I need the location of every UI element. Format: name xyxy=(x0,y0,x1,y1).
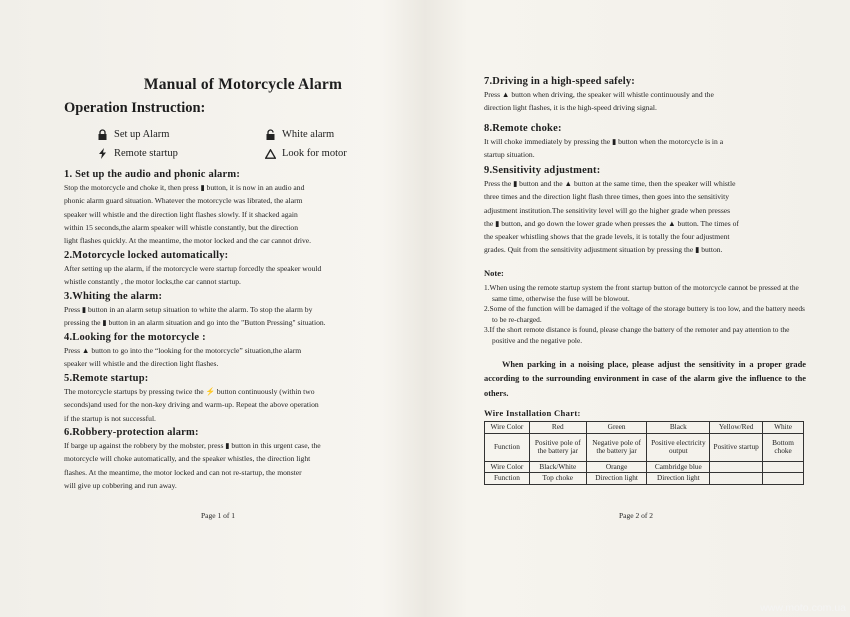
section-heading: 5.Remote startup: xyxy=(64,373,149,384)
left-page xyxy=(56,0,381,600)
section-line: light flashes quickly. At the meantime, the motor locked and the car cannot drive. xyxy=(64,236,312,246)
legend-remote xyxy=(96,148,264,160)
section-2 xyxy=(64,249,382,289)
table-cell: Bottom choke xyxy=(763,433,804,461)
section-line: speaker will whistle and the direction light flashes. xyxy=(64,359,219,369)
wire-chart-title: Wire Installation Chart: xyxy=(484,408,581,418)
table-cell: White xyxy=(763,422,804,434)
section-heading: 1. Set up the audio and phonic alarm: xyxy=(64,169,241,180)
table-cell: Negative pole of the battery jar xyxy=(586,433,647,461)
section-7 xyxy=(484,75,806,115)
section-line: the ▮ button, and go down the lower grade when presses the ▲ button. The times of xyxy=(484,218,739,228)
section-line: It will choke immediately by pressing the ▮ button when the motorcycle is in a xyxy=(484,137,724,146)
section-line: pressing the ▮ button in an alarm situation and go into the "Button Pressing" situation. xyxy=(64,318,326,328)
legend-setup xyxy=(96,129,264,141)
table-cell: Direction light xyxy=(647,473,710,485)
section-heading: 2.Motorcycle locked automatically: xyxy=(64,250,229,261)
table-cell xyxy=(710,473,763,485)
section-line: direction light flashes, it is the high-speed driving signal. xyxy=(484,103,657,113)
section-line: Press ▲ button to go into the “looking for the motorcycle” situation,the alarm xyxy=(64,346,302,355)
lock-icon xyxy=(96,129,108,141)
section-line: After setting up the alarm, if the motorcycle were startup forcedly the speaker would xyxy=(64,264,322,273)
section-line: If barge up against the robbery by the mobster, press ▮ button in this urgent case, the xyxy=(64,441,321,450)
site-watermark: www.moto.com.ua xyxy=(760,602,846,614)
section-line: Press ▮ button in an alarm setup situation to white the alarm. To stop the alarm by xyxy=(64,305,313,314)
table-row xyxy=(485,433,804,461)
table-cell: Green xyxy=(586,422,647,434)
right-page xyxy=(484,0,804,600)
table-cell: Positive electricity output xyxy=(647,433,710,461)
section-line: startup situation. xyxy=(484,150,535,160)
section-3 xyxy=(64,290,382,330)
wire-installation-table xyxy=(484,421,804,485)
section-line: grades. Quit from the sensitivity adjustment situation by pressing the ▮ button. xyxy=(484,245,723,255)
table-cell: Top choke xyxy=(529,473,586,485)
section-line: Press the ▮ button and the ▲ button at the same time, then the speaker will whistle xyxy=(484,179,736,188)
legend-look xyxy=(264,148,384,160)
table-cell: Red xyxy=(529,422,586,434)
page-footer-right: Page 2 of 2 xyxy=(619,511,653,520)
section-heading: 9.Sensitivity adjustment: xyxy=(484,165,601,176)
section-line: within 15 seconds,the alarm speaker will whistle constantly, but the direction xyxy=(64,222,299,232)
section-heading: 6.Robbery-protection alarm: xyxy=(64,427,199,438)
table-cell: Orange xyxy=(586,461,647,473)
note-item: 3.If the short remote distance is found, please change the battery of the remoter and pay attention to the positive and the negative pole. xyxy=(484,325,790,345)
table-cell: Function xyxy=(485,473,530,485)
section-line: the speaker whistling shows that the grade levels, it is totally the four adjustment xyxy=(484,232,730,242)
triangle-icon xyxy=(264,148,276,160)
note-item: 1.When using the remote startup system the front startup button of the motorcycle cannot be pressed at the same time, otherwise the fuse will be blowout. xyxy=(484,283,799,303)
table-cell: Yellow/Red xyxy=(710,422,763,434)
section-heading: 8.Remote choke: xyxy=(484,123,562,134)
legend-remote-label: Remote startup xyxy=(114,148,178,159)
parking-notice: When parking in a noising place, please adjust the sensitivity in a proper grade according to the surrounding environment in case of the alarm give the influence to the others. xyxy=(484,360,806,398)
legend-look-label: Look for motor xyxy=(282,148,347,159)
legend-white-alarm-label: White alarm xyxy=(282,129,335,140)
note-heading: Note: xyxy=(484,268,504,278)
table-cell: Black/White xyxy=(529,461,586,473)
table-row xyxy=(485,461,804,473)
section-line: Stop the motorcycle and choke it, then press ▮ button, it is now in an audio and xyxy=(64,183,305,192)
section-line: speaker will whistle and the direction light flashes slowly. If it shacked again xyxy=(64,209,298,219)
section-line: phonic alarm guard situation. Whatever the motorcycle was librated, the alarm xyxy=(64,196,303,206)
table-cell: Positive pole of the battery jar xyxy=(529,433,586,461)
section-line: will give up cobbering and run away. xyxy=(64,480,177,490)
table-cell xyxy=(763,473,804,485)
section-line: flashes. At the meantime, the motor locked and can not re-startup, the monster xyxy=(64,467,302,477)
table-cell: Positive startup xyxy=(710,433,763,461)
note-item: 2.Some of the function will be damaged if the voltage of the storage buttery is too low, and the battery needs to be re-charged. xyxy=(484,304,805,324)
lightning-icon xyxy=(96,148,108,160)
table-cell: Black xyxy=(647,422,710,434)
button-legend xyxy=(96,125,386,163)
table-row xyxy=(485,422,804,434)
page-footer-left: Page 1 of 1 xyxy=(201,511,235,520)
section-line: seconds)and used for the non-key driving and warm-up. Repeat the above operation xyxy=(64,400,319,410)
section-line: Press ▲ button when driving, the speaker will whistle continuously and the xyxy=(484,90,714,99)
table-cell xyxy=(763,461,804,473)
section-heading: 3.Whiting the alarm: xyxy=(64,291,163,302)
table-cell xyxy=(710,461,763,473)
manual-title: Manual of Motorcycle Alarm xyxy=(143,76,343,93)
section-6 xyxy=(64,426,382,492)
section-heading: 4.Looking for the motorcycle : xyxy=(64,332,206,343)
table-cell: Cambridge blue xyxy=(647,461,710,473)
section-8 xyxy=(484,122,806,162)
section-line: The motorcycle startups by pressing twice the ⚡ button continuously (within two xyxy=(64,387,315,396)
section-heading: 7.Driving in a high-speed safely: xyxy=(484,76,635,87)
section-line: motorcycle will choke automatically, and the speaker whistles, the direction light xyxy=(64,454,311,464)
section-line: whistle constantly , the motor locks,the car cannot startup. xyxy=(64,277,241,287)
table-cell: Function xyxy=(485,433,530,461)
legend-setup-label: Set up Alarm xyxy=(114,129,170,140)
section-line: adjustment institution.The sensitivity level will go the higher grade when presses xyxy=(484,205,731,215)
table-row xyxy=(485,473,804,485)
table-cell: Wire Color xyxy=(485,422,530,434)
table-cell: Wire Color xyxy=(485,461,530,473)
notes-block xyxy=(484,268,806,346)
table-cell: Direction light xyxy=(586,473,647,485)
operation-title: Operation Instruction: xyxy=(64,100,206,116)
section-5 xyxy=(64,372,382,425)
section-line: if the startup is not successful. xyxy=(64,413,156,423)
section-line: three times and the direction light flash three times, then goes into the sensitivity xyxy=(484,192,730,202)
section-9 xyxy=(484,164,806,257)
section-1 xyxy=(64,168,382,247)
unlock-icon xyxy=(264,129,276,141)
legend-white-alarm xyxy=(264,129,384,141)
section-4 xyxy=(64,331,382,371)
